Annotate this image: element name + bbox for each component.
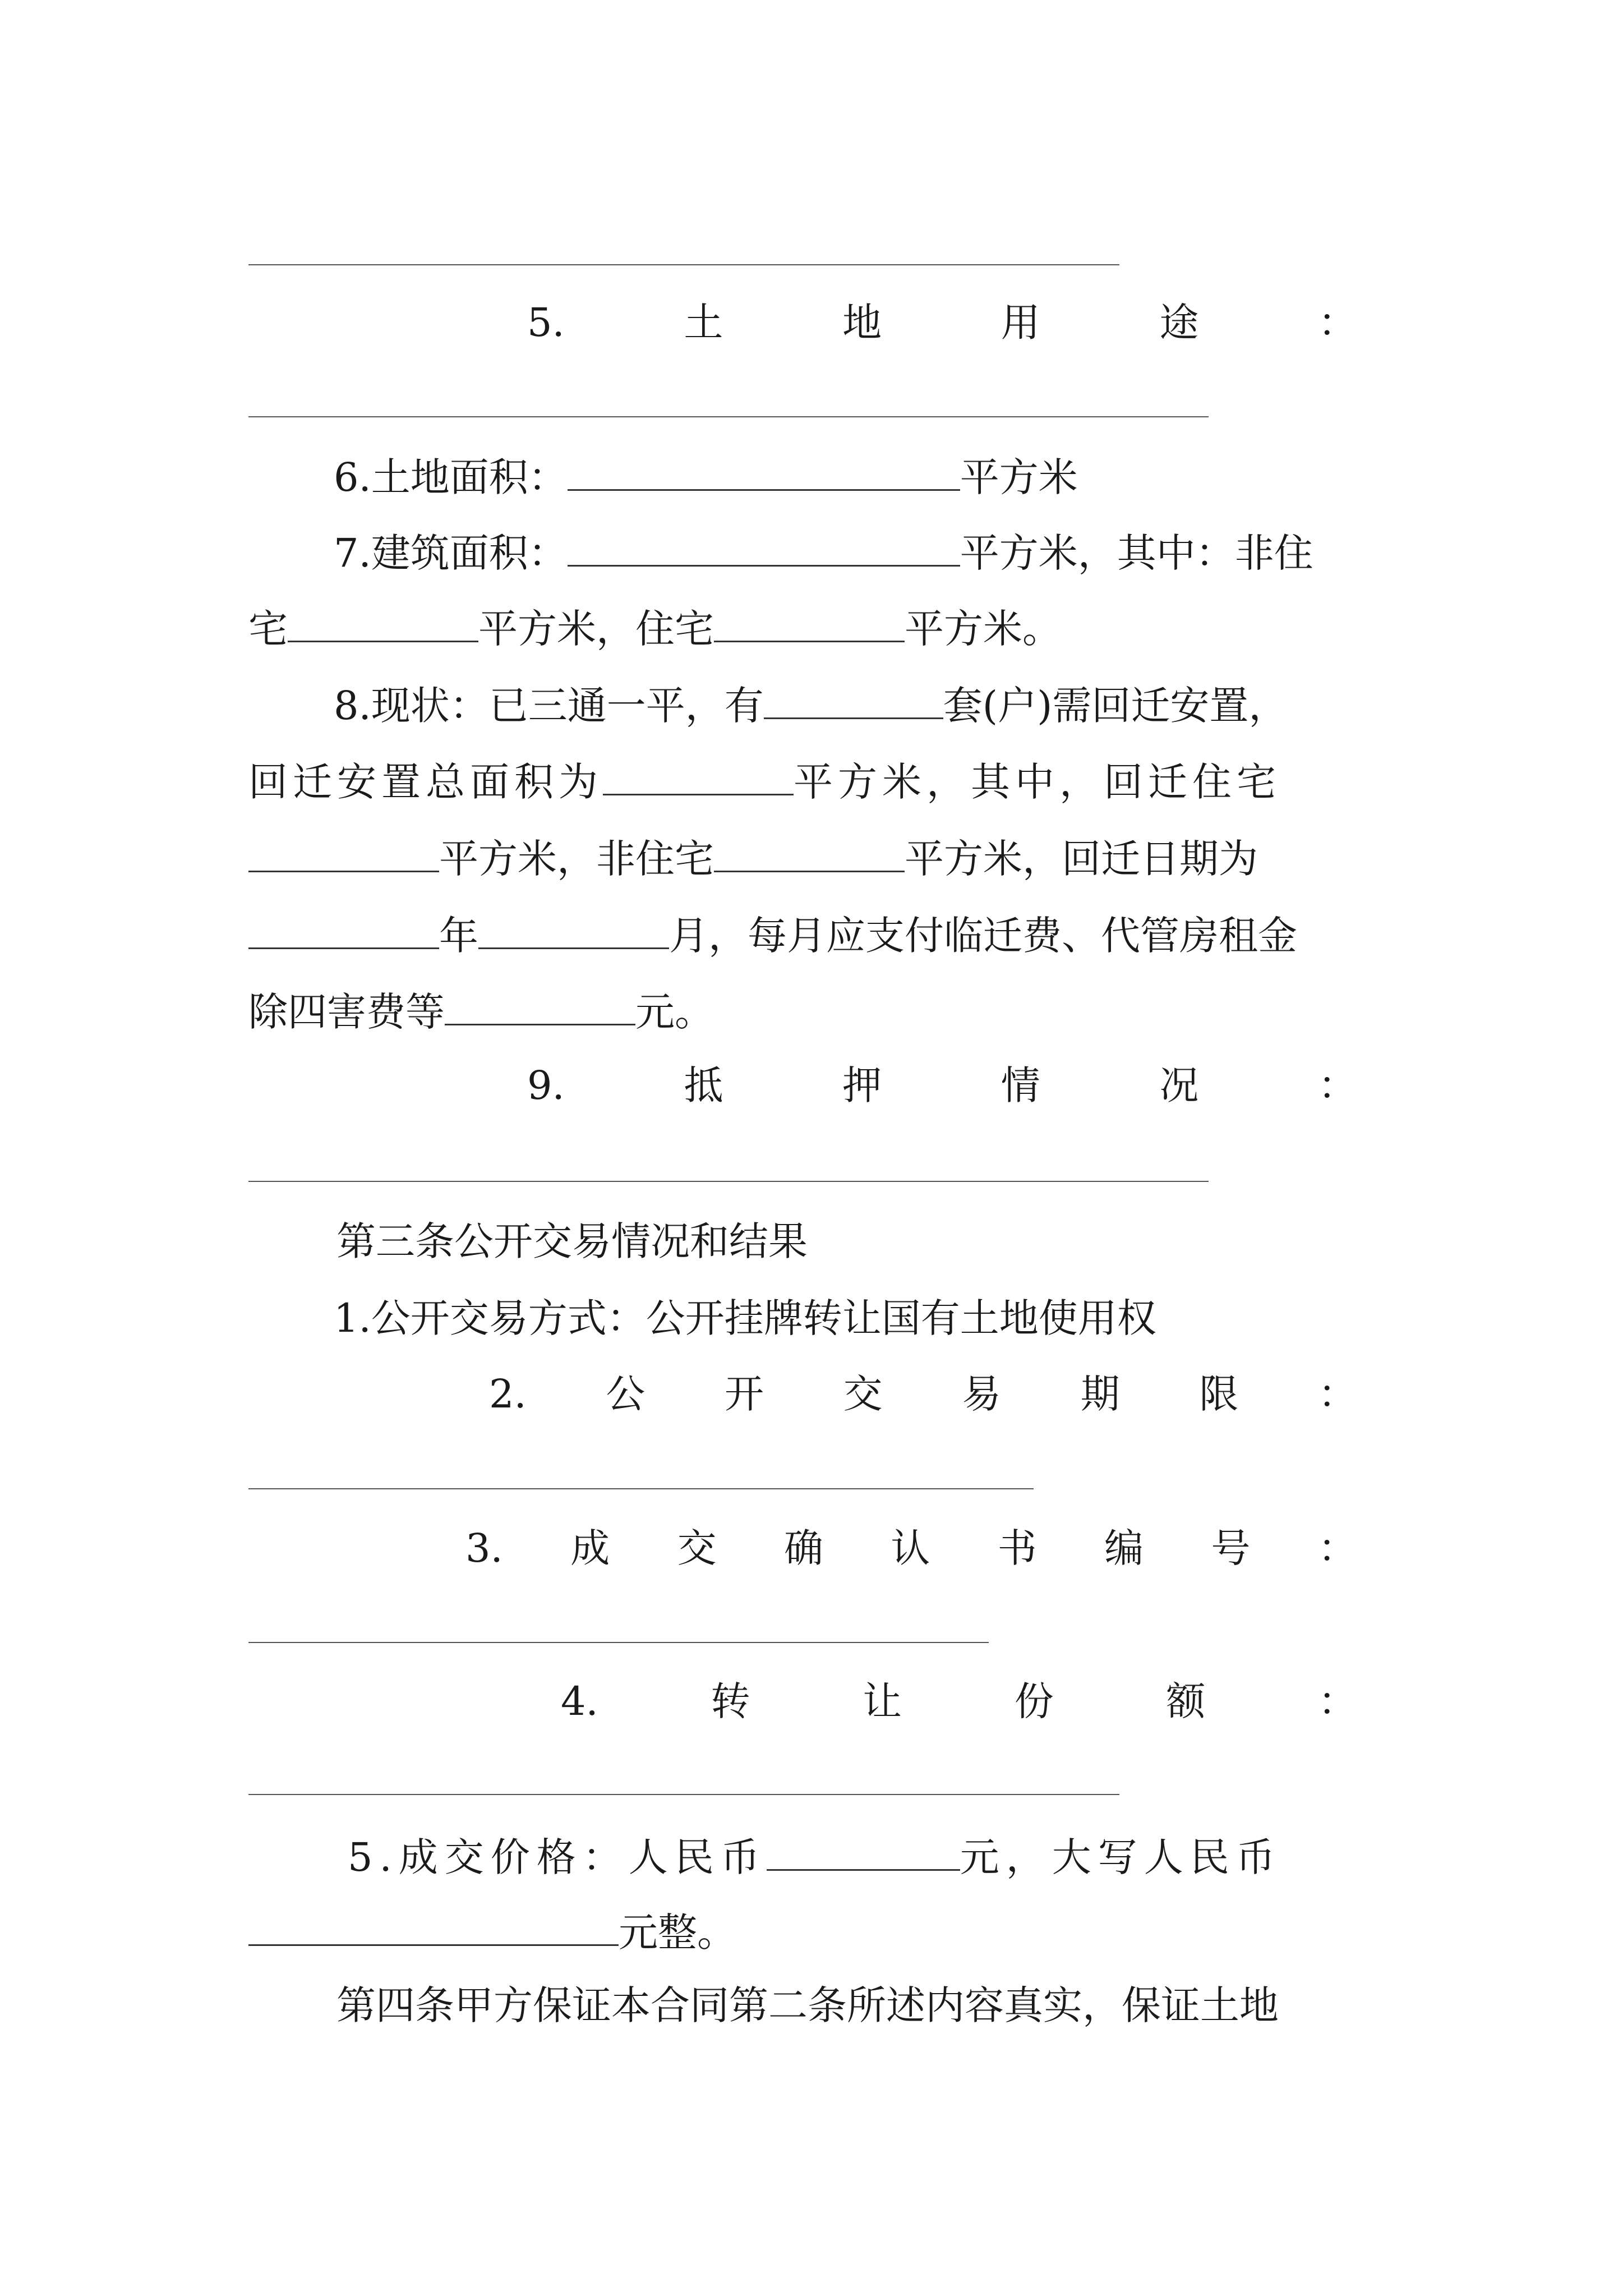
label-colon: ： xyxy=(1317,1371,1357,1417)
label-char: 转 xyxy=(711,1678,750,1724)
text: 平方米，其中，回迁住宅 xyxy=(794,759,1281,805)
status-line-5 xyxy=(248,989,714,1035)
label-char: 额 xyxy=(1166,1678,1206,1724)
label-char: 份 xyxy=(1014,1678,1054,1724)
text: 平方米，非住宅 xyxy=(439,836,714,882)
label-char: 情 xyxy=(1000,1062,1040,1108)
label-char: 交 xyxy=(843,1371,883,1417)
label-char: 认 xyxy=(891,1525,930,1571)
blank-field[interactable] xyxy=(288,606,478,642)
label-char: 开 xyxy=(724,1371,764,1417)
label-char: 易 xyxy=(962,1371,1002,1417)
label-colon: ： xyxy=(1317,1525,1357,1571)
fill-line xyxy=(248,264,1119,265)
label-colon: ： xyxy=(1318,1062,1357,1108)
label-char: 用 xyxy=(1000,300,1040,346)
text: 月，每月应支付临迁费、代管房租金 xyxy=(669,913,1297,959)
text: 套(户)需回迁安置， xyxy=(943,683,1288,729)
blank-field[interactable] xyxy=(248,913,439,949)
land-area-line xyxy=(334,454,1078,500)
land-use-line xyxy=(527,300,1357,346)
confirmation-number-line xyxy=(465,1525,1357,1571)
item-number: 3. xyxy=(465,1525,503,1571)
building-area-line xyxy=(334,530,1313,576)
text: 除四害费等 xyxy=(248,989,445,1035)
mortgage-line xyxy=(527,1062,1357,1108)
text: 平方米，住宅 xyxy=(478,606,714,652)
label-char: 确 xyxy=(783,1525,823,1571)
label-char: 书 xyxy=(997,1525,1037,1571)
transfer-share-line xyxy=(561,1678,1357,1724)
label-char: 编 xyxy=(1104,1525,1144,1571)
label-char: 号 xyxy=(1211,1525,1251,1571)
status-line-2 xyxy=(248,759,1281,805)
blank-field[interactable] xyxy=(714,836,905,872)
article-4-line xyxy=(336,1982,1279,2028)
label-char: 况 xyxy=(1159,1062,1199,1108)
label-char: 押 xyxy=(842,1062,882,1108)
blank-field[interactable] xyxy=(767,1834,960,1871)
text: 平方米，其中：非住 xyxy=(960,530,1313,576)
text: 元整。 xyxy=(619,1910,736,1955)
label-char: 抵 xyxy=(684,1062,723,1108)
text: 回迁安置总面积为 xyxy=(248,759,603,805)
text: 1.公开交易方式：公开挂牌转让国有土地使用权 xyxy=(334,1295,1156,1341)
label-colon: ： xyxy=(1318,1678,1357,1724)
blank-field[interactable] xyxy=(445,989,635,1025)
label: 7.建筑面积： xyxy=(334,530,568,576)
blank-field[interactable] xyxy=(714,606,905,642)
text: 年 xyxy=(439,913,478,959)
text: 平方米。 xyxy=(905,606,1062,652)
blank-field[interactable] xyxy=(603,759,794,795)
label-char: 公 xyxy=(606,1371,645,1417)
text: 元。 xyxy=(635,989,714,1035)
label: 6.土地面积： xyxy=(334,454,568,500)
label-char: 地 xyxy=(842,300,882,346)
text: 5.成交价格：人民币 xyxy=(348,1834,767,1880)
unit: 平方米 xyxy=(960,454,1078,500)
status-line-4 xyxy=(248,913,1297,959)
label-colon: ： xyxy=(1318,300,1357,346)
fill-line xyxy=(248,416,1209,417)
fill-line xyxy=(248,1794,1119,1795)
price-line xyxy=(348,1834,1282,1880)
blank-field[interactable] xyxy=(248,1910,619,1946)
text: 8.现状：已三通一平，有 xyxy=(334,683,764,729)
item-number: 4. xyxy=(561,1678,598,1724)
text: 元，大写人民币 xyxy=(960,1834,1282,1880)
label-char: 限 xyxy=(1199,1371,1239,1417)
fill-line xyxy=(248,1642,989,1643)
fill-line xyxy=(248,1181,1209,1182)
blank-field[interactable] xyxy=(764,683,943,719)
blank-field[interactable] xyxy=(568,530,960,567)
building-area-line-2 xyxy=(248,606,1062,652)
label-char: 期 xyxy=(1080,1371,1120,1417)
heading: 第三条公开交易情况和结果 xyxy=(336,1218,808,1264)
item-number: 2. xyxy=(489,1371,527,1417)
blank-field[interactable] xyxy=(568,454,960,491)
text: 宅 xyxy=(248,606,288,652)
trade-period-line xyxy=(489,1371,1357,1417)
label-char: 交 xyxy=(677,1525,717,1571)
article-3-title xyxy=(336,1218,808,1264)
label-char: 让 xyxy=(863,1678,902,1724)
fill-line xyxy=(248,1488,1034,1489)
item-number: 5. xyxy=(527,300,565,346)
text: 平方米，回迁日期为 xyxy=(905,836,1258,882)
item-number: 9. xyxy=(527,1062,565,1108)
price-line-2 xyxy=(248,1910,736,1955)
label-char: 土 xyxy=(684,300,723,346)
label-char: 途 xyxy=(1159,300,1199,346)
text: 第四条甲方保证本合同第二条所述内容真实，保证土地 xyxy=(336,1982,1279,2028)
status-line xyxy=(334,683,1288,729)
blank-field[interactable] xyxy=(248,836,439,872)
trade-method-line xyxy=(334,1295,1156,1341)
blank-field[interactable] xyxy=(478,913,669,949)
label-char: 成 xyxy=(570,1525,610,1571)
status-line-3 xyxy=(248,836,1258,882)
